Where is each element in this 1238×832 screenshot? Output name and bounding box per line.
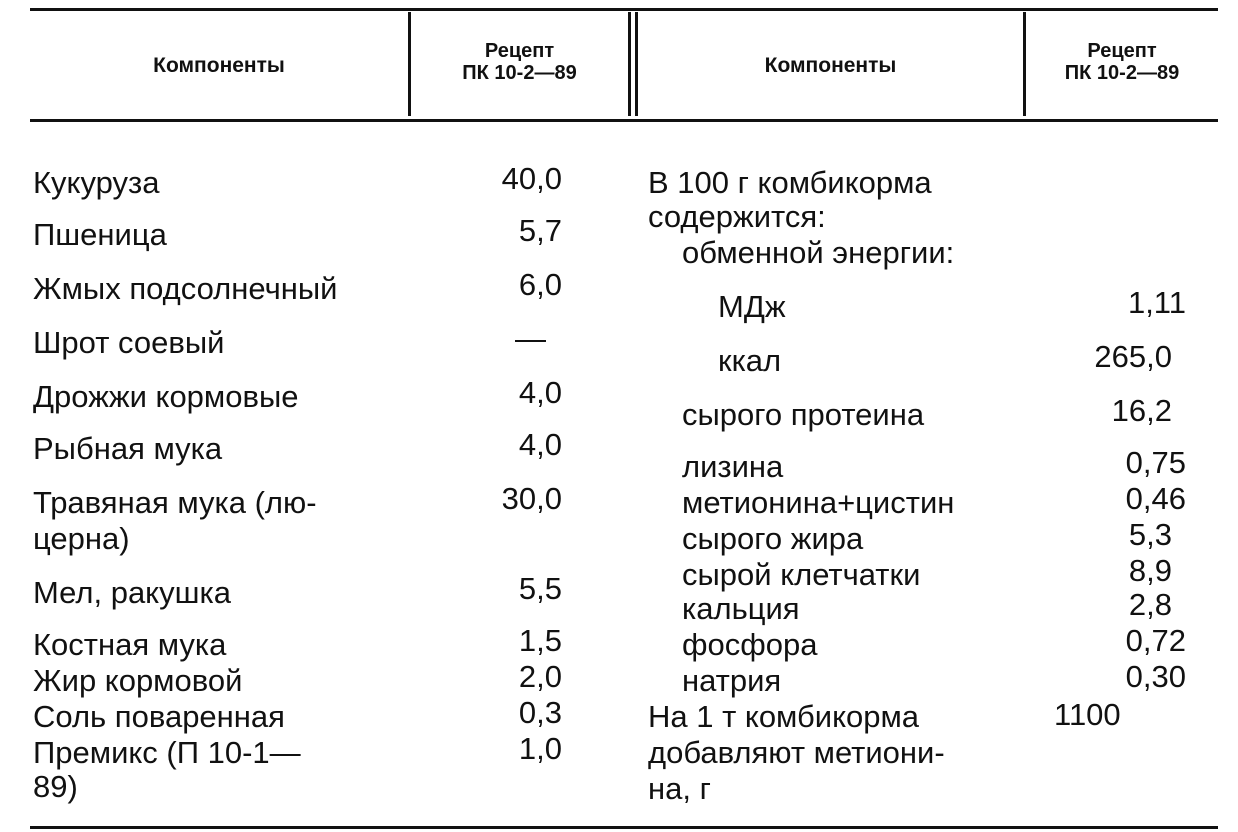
left-row-name: Травяная мука (лю-: [33, 485, 317, 520]
right-row-name: сырой клетчатки: [682, 557, 921, 592]
right-row-value: 2,8: [1128, 587, 1172, 622]
left-row-name: Пшеница: [33, 217, 167, 252]
left-row-name: Рыбная мука: [33, 431, 223, 466]
header-left-recipe-line1: Рецепт: [484, 40, 555, 62]
left-row-name: Соль поваренная: [33, 699, 285, 734]
header-right-recipe-line2: ПК 10-2—89: [1064, 62, 1180, 84]
header-right-recipe-line1: Рецепт: [1087, 40, 1157, 62]
right-row-name: МДж: [718, 289, 786, 324]
header-left-recipe-line2: ПК 10-2—89: [462, 62, 577, 84]
left-row-name: Костная мука: [33, 627, 227, 662]
header-left-recipe: [411, 40, 628, 84]
right-row-value: 0,72: [1125, 623, 1186, 658]
right-footer-line3: на, г: [648, 771, 711, 806]
right-row-name: кальция: [682, 591, 800, 626]
right-row-value: 16,2: [1111, 393, 1172, 428]
left-row-value: 6,0: [518, 267, 562, 302]
right-row-value: 8,9: [1128, 553, 1172, 588]
left-row-value: 5,5: [518, 571, 562, 606]
left-row-name: Мел, ракушка: [33, 575, 231, 610]
header-divider-center-a: [628, 12, 631, 116]
left-row-value: 1,0: [518, 731, 562, 766]
left-row-name: Премикс (П 10-1—: [33, 735, 301, 770]
right-row-value: 0,75: [1125, 445, 1186, 480]
left-row-value: 4,0: [518, 375, 562, 410]
left-row-name-continued: 89): [33, 769, 78, 804]
right-row-name: ккал: [718, 343, 782, 378]
left-row-value: 40,0: [501, 161, 562, 196]
right-intro-line2: содержится:: [648, 199, 826, 234]
right-row-name: сырого жира: [682, 521, 864, 556]
left-row-value: 4,0: [518, 427, 562, 462]
left-row-value: 0,3: [518, 695, 562, 730]
right-row-name: сырого протеина: [682, 397, 925, 432]
left-row-value: 5,7: [518, 213, 562, 248]
top-rule: [30, 8, 1218, 11]
right-row-name: лизина: [682, 449, 784, 484]
right-footer-line2: добавляют метиони-: [648, 735, 945, 770]
right-row-value: 265,0: [1094, 339, 1172, 374]
right-intro-line3: обменной энергии:: [682, 235, 955, 270]
right-row-value: 0,30: [1125, 659, 1186, 694]
right-row-value: 5,3: [1128, 517, 1172, 552]
right-footer-line1: На 1 т комбикорма: [648, 699, 920, 734]
left-row-value: 2,0: [518, 659, 562, 694]
left-row-name: Кукуруза: [33, 165, 160, 200]
right-row-value: 0,46: [1125, 481, 1186, 516]
left-row-name: Жир кормовой: [33, 663, 243, 698]
header-right-component: Компоненты: [764, 54, 897, 77]
bottom-rule: [30, 826, 1218, 829]
left-row-value: 30,0: [501, 481, 562, 516]
right-row-value: 1,11: [1127, 285, 1186, 320]
left-row-name-continued: церна): [33, 521, 130, 556]
left-row-name: Шрот соевый: [33, 325, 225, 360]
right-row-name: фосфора: [682, 627, 818, 662]
header-left-component: Компоненты: [153, 54, 285, 77]
header-bottom-rule: [30, 119, 1218, 122]
left-row-value: 1,5: [518, 623, 562, 658]
header-right-recipe: [1026, 40, 1218, 84]
left-row-name: Жмых подсолнечный: [33, 271, 338, 306]
right-row-name: метионина+цистин: [682, 485, 955, 520]
right-row-name: натрия: [682, 663, 782, 698]
left-row-name: Дрожжи кормовые: [33, 379, 299, 414]
left-row-value: —: [515, 321, 546, 356]
right-intro-line1: В 100 г комбикорма: [648, 165, 932, 200]
right-footer-value: 1100: [1054, 697, 1121, 732]
